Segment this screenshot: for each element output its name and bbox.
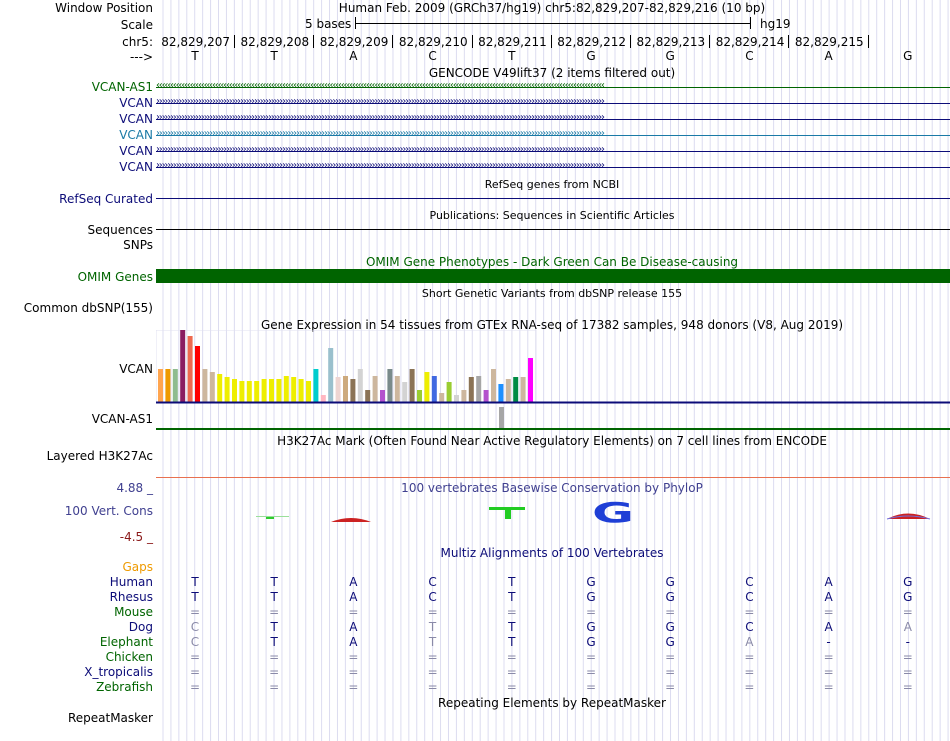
gencode-strand-arrows: ›››››››››››››››››››››››››››››››››››››››››››››››››››››››››››››››››››››››››››››››››››››››››››››››››››››››››››››››››››››››››››››››››››››››››››››››››››››››››››››››› bbox=[156, 160, 604, 171]
omim-track-title: OMIM Gene Phenotypes - Dark Green Can Be Disease-causing bbox=[365, 255, 739, 269]
ruler-base: A bbox=[824, 49, 833, 63]
gencode-track-title: GENCODE V49lift37 (2 items filtered out) bbox=[428, 66, 676, 80]
gtex-tissue-bar[interactable] bbox=[387, 369, 392, 402]
snps-track-label[interactable]: SNPs bbox=[123, 238, 153, 252]
gtex-tissue-bar[interactable] bbox=[313, 369, 318, 402]
multiz-species-label: Mouse bbox=[114, 605, 153, 619]
gtex-tissue-bar[interactable] bbox=[299, 379, 304, 402]
multiz-base: = bbox=[348, 665, 359, 679]
phylop-max-label: 4.88 _ bbox=[116, 481, 153, 495]
gtex-tissue-bar[interactable] bbox=[484, 390, 489, 402]
multiz-base: = bbox=[189, 665, 201, 679]
multiz-base: A bbox=[349, 590, 358, 604]
multiz-species-label: Chicken bbox=[105, 650, 153, 664]
multiz-base: G bbox=[903, 575, 913, 589]
phylop-logo-g: G bbox=[592, 500, 634, 529]
ruler-position: 82,829,212 bbox=[557, 35, 626, 49]
dbsnp-track-title: Short Genetic Variants from dbSNP release 155 bbox=[421, 287, 683, 300]
multiz-base: G bbox=[586, 590, 596, 604]
gencode-gene-label[interactable]: VCAN bbox=[119, 144, 153, 158]
gencode-strand-arrows: ›››››››››››››››››››››››››››››››››››››››››››››››››››››››››››››››››››››››››››››››››››››››››››››››››››››››››››››››››››››››››››››››››››››››››››››››››››››››››››››››› bbox=[156, 112, 604, 123]
gtex-tissue-bar[interactable] bbox=[380, 390, 385, 402]
ruler-base: G bbox=[903, 49, 913, 63]
multiz-species-label: X_tropicalis bbox=[84, 665, 153, 679]
gtex-tissue-bar[interactable] bbox=[498, 384, 503, 402]
multiz-base: = bbox=[902, 680, 913, 694]
multiz-species-label: Rhesus bbox=[109, 590, 153, 604]
gencode-gene-label[interactable]: VCAN-AS1 bbox=[91, 80, 153, 94]
omim-track-label[interactable]: OMIM Genes bbox=[77, 270, 153, 284]
gtex-tissue-bar[interactable] bbox=[358, 369, 363, 402]
ruler-base: C bbox=[745, 49, 754, 63]
multiz-base: T bbox=[508, 620, 516, 634]
gtex-tissue-bar[interactable] bbox=[247, 381, 252, 402]
multiz-gaps-label: Gaps bbox=[122, 560, 153, 574]
ruler-base: T bbox=[270, 49, 278, 63]
multiz-base: C bbox=[428, 575, 437, 589]
ruler-position: 82,829,208 bbox=[240, 35, 310, 49]
gencode-gene-label[interactable]: VCAN bbox=[119, 160, 153, 174]
multiz-base: T bbox=[191, 590, 199, 604]
gencode-strand-arrows: ›››››››››››››››››››››››››››››››››››››››››››››››››››››››››››››››››››››››››››››››››››››››››››››››››››››››››››››››››››››››››››››››››››››››››››››››››››››››››››››››› bbox=[156, 128, 604, 139]
multiz-base: T bbox=[191, 575, 199, 589]
multiz-base: = bbox=[744, 680, 755, 694]
gtex-tissue-bar[interactable] bbox=[461, 390, 466, 402]
multiz-base: = bbox=[269, 605, 280, 619]
multiz-species-label: Dog bbox=[128, 620, 153, 634]
multiz-base: = bbox=[665, 665, 676, 679]
multiz-base: = bbox=[823, 665, 834, 679]
multiz-base: G bbox=[665, 590, 675, 604]
gtex-tissue-bar[interactable] bbox=[410, 369, 415, 402]
multiz-base: G bbox=[665, 620, 675, 634]
multiz-base: = bbox=[665, 650, 676, 664]
ruler-base: G bbox=[586, 49, 596, 63]
multiz-base: = bbox=[506, 680, 517, 694]
multiz-base: = bbox=[348, 605, 359, 619]
gtex-tissue-bar[interactable] bbox=[180, 330, 185, 402]
repeatmasker-track-title: Repeating Elements by RepeatMasker bbox=[438, 696, 666, 710]
publications-track-label[interactable]: Sequences bbox=[87, 223, 153, 237]
gencode-strand-arrows: ›››››››››››››››››››››››››››››››››››››››››››››››››››››››››››››››››››››››››››››››››››››››››››››››››››››››››››››››››››››››››››››››››››››››››››››››››››››››››››››››› bbox=[156, 144, 604, 155]
ruler-base: T bbox=[508, 49, 516, 63]
gencode-gene-label[interactable]: VCAN bbox=[119, 96, 153, 110]
multiz-base: T bbox=[428, 635, 437, 649]
multiz-base: = bbox=[189, 605, 201, 619]
gtex-vcan-label[interactable]: VCAN bbox=[119, 362, 153, 376]
gtex-tissue-bar[interactable] bbox=[158, 369, 163, 402]
multiz-base: A bbox=[903, 620, 912, 634]
multiz-base: T bbox=[270, 620, 278, 634]
gtex-tissue-bar[interactable] bbox=[217, 374, 222, 402]
multiz-base: C bbox=[745, 575, 754, 589]
gencode-strand-arrows: ›››››››››››››››››››››››››››››››››››››››››››››››››››››››››››››››››››››››››››››››››››››››››››››››››››››››››››››››››››››››››››››››››››››››››››››››››››››››››››››››› bbox=[156, 96, 604, 107]
multiz-base: = bbox=[902, 650, 913, 664]
multiz-base: = bbox=[585, 665, 597, 679]
scale-bar bbox=[355, 23, 751, 24]
gtex-tissue-bar[interactable] bbox=[343, 376, 348, 402]
scale-label: Scale bbox=[120, 18, 153, 32]
gtex-tissue-bar[interactable] bbox=[476, 376, 481, 402]
multiz-base: C bbox=[190, 635, 200, 649]
gtex-tissue-bar[interactable] bbox=[491, 369, 496, 402]
ruler-tick bbox=[472, 35, 473, 48]
gtex-tissue-bar[interactable] bbox=[395, 376, 400, 402]
multiz-species-label: Elephant bbox=[99, 635, 153, 649]
gtex-tissue-bar[interactable] bbox=[232, 379, 237, 402]
strand-label: ---> bbox=[129, 50, 153, 64]
gtex-tissue-bar[interactable] bbox=[417, 390, 422, 402]
multiz-base: = bbox=[823, 650, 834, 664]
gtex-tissue-bar[interactable] bbox=[188, 336, 193, 402]
multiz-base: T bbox=[270, 575, 278, 589]
multiz-base: = bbox=[585, 650, 597, 664]
multiz-base: = bbox=[665, 605, 676, 619]
multiz-base: = bbox=[427, 650, 438, 664]
multiz-base: T bbox=[508, 590, 516, 604]
ruler-position: 82,829,211 bbox=[478, 35, 547, 49]
gtex-tissue-bar[interactable] bbox=[432, 376, 437, 402]
gencode-strand-arrows: ‹‹‹‹‹‹‹‹‹‹‹‹‹‹‹‹‹‹‹‹‹‹‹‹‹‹‹‹‹‹‹‹‹‹‹‹‹‹‹‹‹‹‹‹‹‹‹‹‹‹‹‹‹‹‹‹‹‹‹‹‹‹‹‹‹‹‹‹‹‹‹‹‹‹‹‹‹‹‹‹‹‹‹‹‹‹‹‹‹‹‹‹‹‹‹‹‹‹‹‹‹‹‹‹‹‹‹‹‹‹‹‹‹‹‹‹‹‹‹‹‹‹‹‹‹‹‹‹‹‹‹‹‹‹‹‹‹‹‹‹‹‹‹‹‹‹‹‹‹‹‹‹‹‹‹‹‹‹‹‹ bbox=[156, 80, 604, 91]
ruler-tick bbox=[868, 35, 869, 48]
gtex-tissue-bar[interactable] bbox=[469, 377, 474, 402]
multiz-base: G bbox=[586, 635, 596, 649]
gtex-tissue-bar[interactable] bbox=[402, 382, 407, 402]
ruler-base: A bbox=[349, 49, 358, 63]
gtex-tissue-bar[interactable] bbox=[454, 395, 459, 402]
multiz-base: = bbox=[744, 650, 755, 664]
multiz-base: = bbox=[823, 680, 834, 694]
refseq-track-title: RefSeq genes from NCBI bbox=[484, 178, 620, 191]
window-position-label: Window Position bbox=[55, 1, 153, 15]
ruler-base: T bbox=[191, 49, 199, 63]
dbsnp-track-label[interactable]: Common dbSNP(155) bbox=[23, 301, 153, 315]
multiz-base: - bbox=[826, 635, 831, 649]
gtex-tissue-bar[interactable] bbox=[506, 379, 511, 402]
multiz-base: = bbox=[744, 665, 755, 679]
multiz-base: = bbox=[744, 605, 755, 619]
gtex-vcan-as1-label[interactable]: VCAN-AS1 bbox=[91, 412, 153, 426]
phylop-track-title: 100 vertebrates Basewise Conservation by PhyloP bbox=[401, 481, 703, 495]
multiz-base: = bbox=[348, 680, 359, 694]
gtex-tissue-bar[interactable] bbox=[373, 376, 378, 402]
multiz-base: A bbox=[745, 635, 754, 649]
gtex-tissue-bar[interactable] bbox=[291, 377, 296, 402]
gtex-tissue-bar[interactable] bbox=[210, 372, 215, 402]
gtex-expression-chart[interactable] bbox=[156, 330, 950, 430]
multiz-base: = bbox=[269, 680, 280, 694]
gtex-tissue-bar[interactable] bbox=[239, 381, 244, 402]
publications-track-title: Publications: Sequences in Scientific Articles bbox=[429, 209, 675, 222]
gtex-tissue-bar[interactable] bbox=[202, 369, 207, 402]
multiz-base: = bbox=[585, 680, 597, 694]
gtex-tissue-bar[interactable] bbox=[225, 377, 230, 402]
multiz-base: = bbox=[585, 605, 597, 619]
multiz-base: T bbox=[270, 635, 278, 649]
gtex-tissue-bar[interactable] bbox=[165, 369, 170, 402]
ruler-base: C bbox=[428, 49, 437, 63]
ruler-tick bbox=[234, 35, 235, 48]
multiz-base: = bbox=[902, 665, 913, 679]
repeatmasker-track-label[interactable]: RepeatMasker bbox=[67, 711, 153, 725]
gtex-tissue-bar[interactable] bbox=[350, 379, 355, 402]
multiz-base: C bbox=[745, 620, 754, 634]
multiz-base: = bbox=[269, 665, 280, 679]
gtex-tissue-bar[interactable] bbox=[269, 379, 274, 402]
gencode-gene-label[interactable]: VCAN bbox=[119, 128, 153, 142]
multiz-base: = bbox=[902, 605, 913, 619]
multiz-base: = bbox=[189, 680, 201, 694]
multiz-base: C bbox=[745, 590, 754, 604]
ruler-tick bbox=[630, 35, 631, 48]
multiz-base: G bbox=[665, 575, 675, 589]
multiz-base: = bbox=[269, 650, 280, 664]
multiz-base: = bbox=[189, 650, 201, 664]
multiz-base: C bbox=[190, 620, 200, 634]
gtex-tissue-bar[interactable] bbox=[336, 377, 341, 402]
multiz-base: T bbox=[508, 635, 516, 649]
gtex-tissue-bar[interactable] bbox=[447, 382, 452, 402]
window-position-value: Human Feb. 2009 (GRCh37/hg19) chr5:82,829,207-82,829,216 (10 bp) bbox=[338, 1, 766, 15]
multiz-base: - bbox=[905, 635, 910, 649]
gtex-tissue-bar[interactable] bbox=[173, 369, 178, 402]
gtex-tissue-bar[interactable] bbox=[284, 376, 289, 402]
multiz-base: = bbox=[427, 665, 438, 679]
gtex-tissue-bar[interactable] bbox=[439, 393, 444, 402]
h3k27ac-signal-line[interactable] bbox=[156, 477, 950, 478]
gtex-tissue-bar[interactable] bbox=[528, 358, 533, 402]
gtex-tissue-bar[interactable] bbox=[306, 381, 311, 402]
ruler-position: 82,829,210 bbox=[398, 35, 468, 49]
multiz-base: T bbox=[270, 590, 278, 604]
phylop-track-label[interactable]: 100 Vert. Cons bbox=[64, 504, 153, 518]
ruler-tick bbox=[551, 35, 552, 48]
multiz-track-title: Multiz Alignments of 100 Vertebrates bbox=[440, 546, 664, 560]
gtex-tissue-bar[interactable] bbox=[513, 377, 518, 402]
gtex-tissue-bar[interactable] bbox=[521, 377, 526, 402]
multiz-base: T bbox=[508, 575, 516, 589]
gtex-tissue-bar[interactable] bbox=[276, 379, 281, 402]
multiz-base: T bbox=[428, 620, 437, 634]
multiz-base: A bbox=[824, 590, 833, 604]
phylop-conservation-graph[interactable] bbox=[156, 500, 950, 530]
scale-text: 5 bases bbox=[305, 17, 352, 31]
multiz-base: G bbox=[665, 635, 675, 649]
multiz-base: = bbox=[665, 680, 676, 694]
gtex-tissue-bar[interactable] bbox=[328, 348, 333, 402]
ruler-tick bbox=[788, 35, 789, 48]
refseq-track-label[interactable]: RefSeq Curated bbox=[59, 192, 153, 206]
chrom-label: chr5: bbox=[122, 35, 153, 49]
multiz-base: G bbox=[586, 575, 596, 589]
multiz-base: = bbox=[427, 680, 438, 694]
publications-line[interactable] bbox=[156, 229, 950, 230]
gtex-tissue-bar[interactable] bbox=[262, 379, 267, 402]
ruler-position: 82,829,213 bbox=[636, 35, 706, 49]
multiz-base: C bbox=[428, 590, 437, 604]
multiz-base: = bbox=[506, 665, 517, 679]
h3k27ac-track-label[interactable]: Layered H3K27Ac bbox=[46, 449, 153, 463]
ruler-base: G bbox=[665, 49, 675, 63]
gencode-gene-label[interactable]: VCAN bbox=[119, 112, 153, 126]
multiz-base: = bbox=[348, 650, 359, 664]
ruler-tick bbox=[709, 35, 710, 48]
multiz-base: = bbox=[823, 605, 834, 619]
ruler-position: 82,829,209 bbox=[319, 35, 389, 49]
gtex-track-title: Gene Expression in 54 tissues from GTEx RNA-seq of 17382 samples, 948 donors (V8, Aug 2019) bbox=[260, 318, 844, 332]
multiz-base: G bbox=[586, 620, 596, 634]
multiz-base: = bbox=[506, 650, 517, 664]
multiz-base: = bbox=[427, 605, 438, 619]
gtex-tissue-bar[interactable] bbox=[195, 346, 200, 402]
multiz-base: A bbox=[824, 620, 833, 634]
gtex-vcan-as1-bar[interactable] bbox=[499, 407, 504, 429]
phylop-min-label: -4.5 _ bbox=[119, 530, 153, 544]
ruler-position: 82,829,215 bbox=[794, 35, 864, 49]
gtex-tissue-bar[interactable] bbox=[424, 372, 429, 402]
refseq-gene-line[interactable] bbox=[156, 198, 950, 199]
multiz-base: A bbox=[349, 620, 358, 634]
multiz-species-label: Human bbox=[109, 575, 153, 589]
multiz-base: A bbox=[349, 575, 358, 589]
gtex-tissue-bar[interactable] bbox=[365, 390, 370, 402]
ruler-tick bbox=[392, 35, 393, 48]
omim-gene-block[interactable] bbox=[156, 269, 950, 283]
multiz-species-label: Zebrafish bbox=[96, 680, 153, 694]
assembly-label: hg19 bbox=[760, 17, 791, 31]
multiz-base: = bbox=[506, 605, 517, 619]
h3k27ac-track-title: H3K27Ac Mark (Often Found Near Active Regulatory Elements) on 7 cell lines from ENCODE bbox=[277, 434, 827, 448]
ruler-position: 82,829,214 bbox=[715, 35, 785, 49]
scale-bar-right-tick bbox=[750, 17, 751, 29]
multiz-base: G bbox=[903, 590, 913, 604]
phylop-bar-pos5 bbox=[505, 507, 511, 519]
ruler-position: 82,829,207 bbox=[161, 35, 230, 49]
multiz-base: A bbox=[349, 635, 358, 649]
multiz-base: A bbox=[824, 575, 833, 589]
ruler-tick bbox=[313, 35, 314, 48]
scale-bar-left-tick bbox=[355, 17, 356, 29]
phylop-negative-pos3 bbox=[331, 518, 371, 522]
gtex-tissue-bar[interactable] bbox=[321, 395, 326, 402]
gtex-tissue-bar[interactable] bbox=[254, 381, 259, 402]
